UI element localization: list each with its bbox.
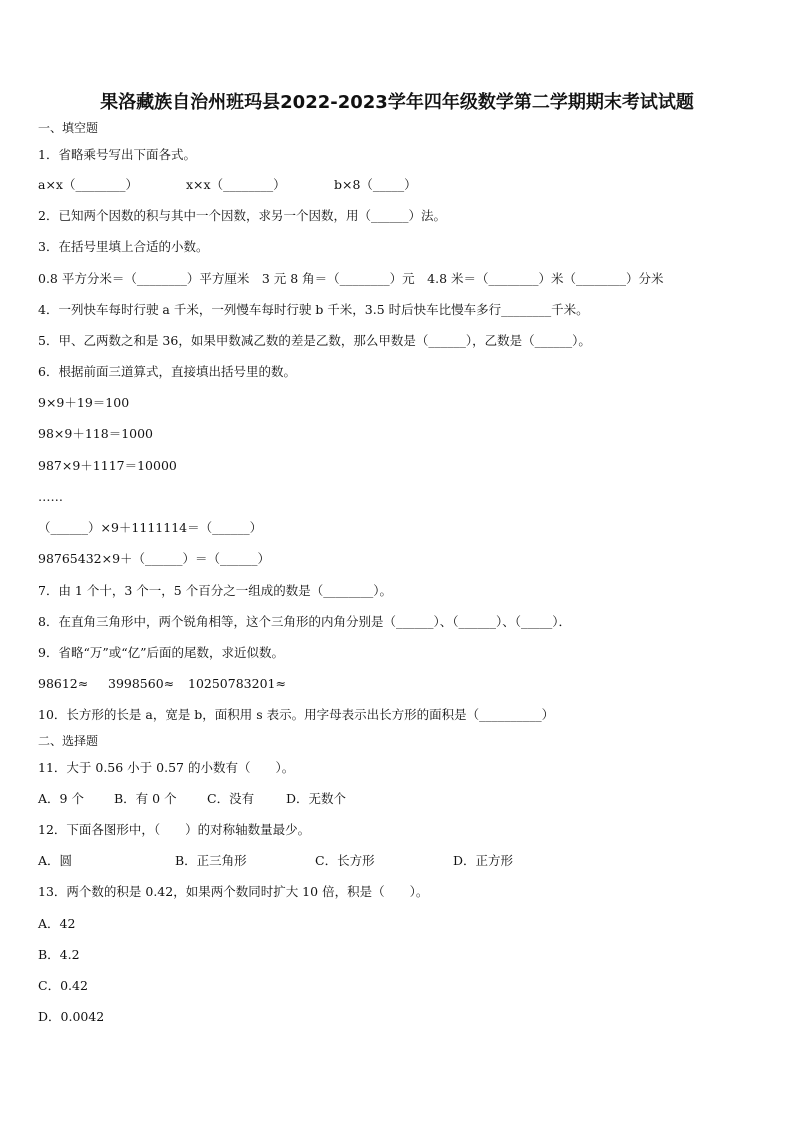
- section-heading-fill-in: 一、填空题: [38, 121, 99, 135]
- option-b: B．4.2: [38, 947, 80, 962]
- equation-line: （______）×9＋1111114＝（______）: [38, 520, 263, 535]
- question-1: 1．省略乘号写出下面各式。: [38, 147, 196, 162]
- q9-item-1: 98612≈: [38, 676, 89, 691]
- question-3: 3．在括号里填上合适的小数。: [38, 239, 209, 254]
- option-c: C．没有: [207, 791, 255, 806]
- question-1-items: [38, 177, 417, 193]
- question-9: 9．省略“万”或“亿”后面的尾数，求近似数。: [38, 645, 285, 660]
- question-8: 8．在直角三角形中，两个锐角相等，这个三角形的内角分别是（______）、（______）、（_____）．: [38, 614, 571, 629]
- q1-item-2: x×x（________）: [186, 177, 286, 192]
- question-2: 2．已知两个因数的积与其中一个因数，求另一个因数，用（______）法。: [38, 208, 446, 223]
- question-11: 11．大于 0.56 小于 0.57 的小数有（ ）。: [38, 760, 295, 775]
- question-12-options: [38, 853, 513, 869]
- question-11-options: [38, 791, 346, 807]
- q1-item-1: a×x（________）: [38, 177, 138, 192]
- question-12: 12．下面各图形中，（ ）的对称轴数量最少。: [38, 822, 311, 837]
- option-a: A．9 个: [38, 791, 84, 806]
- option-a: A．42: [38, 916, 76, 931]
- question-10: 10．长方形的长是 a，宽是 b，面积用 s 表示。用字母表示出长方形的面积是（__________）: [38, 707, 555, 722]
- option-c: C．长方形: [315, 853, 375, 868]
- option-d: D．0.0042: [38, 1009, 105, 1024]
- section-heading-choice: 二、选择题: [38, 734, 99, 748]
- question-9-items: [38, 676, 286, 692]
- ellipsis-line: ……: [38, 489, 63, 504]
- question-13: 13．两个数的积是 0.42，如果两个数同时扩大 10 倍，积是（ ）。: [38, 884, 429, 899]
- page-title: 果洛藏族自治州班玛县2022-2023学年四年级数学第二学期期末考试试题: [100, 92, 694, 113]
- equation-line: 987×9＋1117＝10000: [38, 458, 177, 473]
- option-b: B．有 0 个: [114, 791, 177, 806]
- q9-item-3: 10250783201≈: [188, 676, 286, 691]
- option-a: A．圆: [38, 853, 73, 868]
- option-d: D．无数个: [286, 791, 347, 806]
- question-3-line: 0.8 平方分米＝（________）平方厘米 3 元 8 角＝（________）元 4.8 米＝（________）米（________）分米: [38, 271, 664, 286]
- equation-line: 98765432×9＋（______）＝（______）: [38, 551, 271, 566]
- equation-line: 98×9＋118＝1000: [38, 426, 154, 441]
- option-b: B．正三角形: [175, 853, 247, 868]
- question-7: 7．由 1 个十，3 个一，5 个百分之一组成的数是（________）。: [38, 583, 392, 598]
- equation-line: 9×9＋19＝100: [38, 395, 130, 410]
- question-5: 5．甲、乙两数之和是 36，如果甲数减乙数的差是乙数，那么甲数是（______），乙数是（______）。: [38, 333, 591, 348]
- q9-item-2: 3998560≈: [108, 676, 175, 691]
- question-6: 6．根据前面三道算式，直接填出括号里的数。: [38, 364, 296, 379]
- question-4: 4．一列快车每时行驶 a 千米，一列慢车每时行驶 b 千米，3.5 时后快车比慢车多行________千米。: [38, 302, 589, 317]
- q1-item-3: b×8（_____）: [334, 177, 417, 192]
- option-c: C．0.42: [38, 978, 88, 993]
- option-d: D．正方形: [453, 853, 514, 868]
